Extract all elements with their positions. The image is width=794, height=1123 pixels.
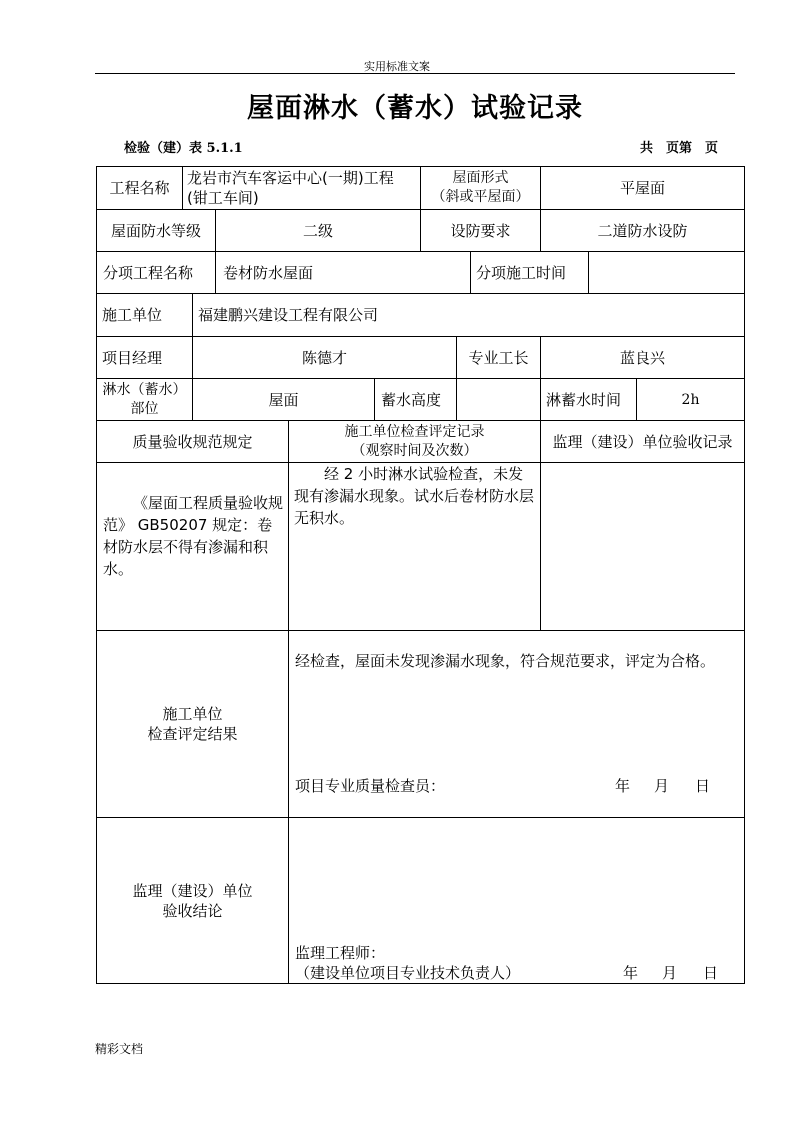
- foreman-label: 专业工长: [468, 348, 529, 367]
- conclusion-label: [97, 818, 288, 983]
- sub-time-value: [589, 252, 744, 293]
- result-label-line1: 施工单位: [162, 705, 223, 723]
- location-label-line2: 部位: [130, 400, 159, 417]
- duration-label: 淋蓄水时间: [546, 390, 622, 409]
- page-footer: 精彩文档: [95, 1042, 144, 1056]
- contractor-label: 施工单位: [102, 306, 163, 324]
- check-header: [289, 421, 540, 462]
- result-date-year: 年: [615, 777, 631, 795]
- location-label-line1: 淋水（蓄水）: [102, 381, 187, 398]
- spec-text: 《屋面工程质量验收规范》 GB50207 规定：卷材防水层不得有渗漏和积水。: [103, 494, 284, 578]
- conclusion-date-year: 年: [623, 964, 639, 982]
- conclusion-date-day: 日: [703, 964, 719, 982]
- storage-height-label: 蓄水高度: [381, 390, 442, 409]
- contractor-value: 福建鹏兴建设工程有限公司: [198, 306, 379, 324]
- project-name-line2: (钳工车间): [187, 189, 259, 207]
- engineer-label: 监理工程师：: [295, 944, 386, 962]
- project-name-line1: 龙岩市汽车客运中心(一期)工程: [187, 169, 394, 187]
- location-value: 屋面: [268, 390, 299, 409]
- header-rule: [95, 73, 735, 74]
- roof-form-label: [421, 167, 540, 209]
- roof-form-value: 平屋面: [619, 179, 665, 197]
- col-rule: [288, 630, 289, 984]
- duration-value: 2h: [681, 391, 700, 408]
- form-code: 检验（建）表 5.1.1: [124, 141, 243, 156]
- spec-header: 质量验收规范规定: [132, 432, 253, 451]
- foreman-value: 蓝良兴: [619, 348, 665, 367]
- page-header: 实用标准文案: [364, 60, 430, 73]
- project-name-label: 工程名称: [109, 179, 170, 197]
- result-label: [97, 631, 288, 817]
- sub-time-label: 分项施工时间: [476, 263, 567, 282]
- inspector-label: 项目专业质量检查员：: [295, 777, 446, 795]
- pm-label: 项目经理: [102, 348, 163, 367]
- result-label-line2: 检查评定结果: [147, 725, 238, 743]
- project-name-value: [183, 167, 420, 209]
- page-count: 共 页第 页: [640, 141, 719, 156]
- waterproof-grade-value: 二级: [302, 221, 333, 240]
- result-date-day: 日: [695, 777, 711, 795]
- conclusion-date-month: 月: [662, 964, 678, 982]
- check-header-line1: 施工单位检查评定记录: [344, 423, 485, 440]
- sub-project-label: 分项工程名称: [103, 263, 194, 282]
- supervise-header: 监理（建设）单位验收记录: [552, 432, 733, 451]
- result-date-month: 月: [654, 777, 670, 795]
- owner-label: （建设单位项目专业技术负责人）: [295, 964, 521, 982]
- waterproof-grade-label: 屋面防水等级: [110, 221, 201, 240]
- defense-req-label: 设防要求: [450, 221, 511, 240]
- roof-form-label-line2: （斜或平屋面）: [431, 189, 530, 205]
- check-header-line2: （观察时间及次数）: [351, 442, 478, 459]
- roof-form-label-line1: 屋面形式: [452, 170, 509, 186]
- storage-height-value: [457, 379, 540, 420]
- check-text: 经 2 小时淋水试验检查，未发现有渗漏水现象。试水后卷材防水层无积水。: [294, 465, 535, 527]
- result-text: 经检查，屋面未发现渗漏水现象，符合规范要求，评定为合格。: [295, 652, 716, 670]
- page-title: 屋面淋水（蓄水）试验记录: [247, 93, 583, 124]
- conclusion-label-line2: 验收结论: [162, 901, 223, 920]
- conclusion-label-line1: 监理（建设）单位: [132, 881, 253, 900]
- location-label: [97, 379, 192, 420]
- sub-project-value: 卷材防水屋面: [223, 263, 314, 282]
- pm-value: 陈德才: [301, 348, 347, 367]
- defense-req-value: 二道防水设防: [597, 221, 688, 240]
